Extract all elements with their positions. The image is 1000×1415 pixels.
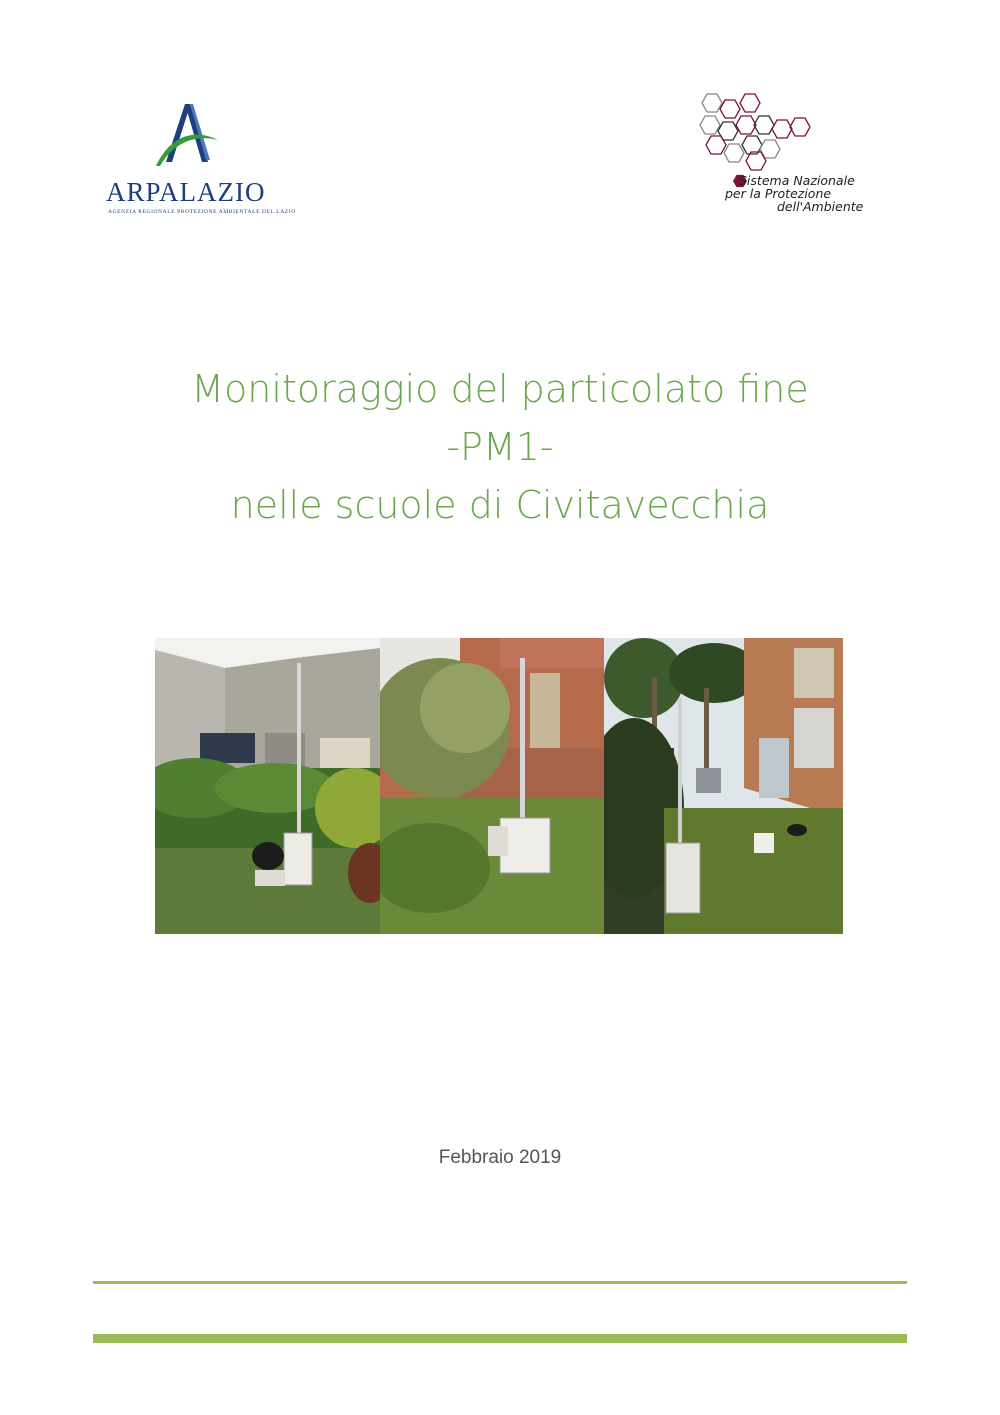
title-line3: nelle scuole di Civitavecchia: [230, 483, 770, 527]
cover-photos: [155, 638, 843, 934]
snpa-line1: Sistema Nazionale: [739, 173, 855, 188]
snpa-line3: dell'Ambiente: [777, 199, 864, 214]
photo-school-building-monitoring-station-icon: [155, 638, 380, 934]
document-title: [0, 360, 1000, 534]
photo-olive-tree: [380, 638, 604, 934]
publication-date: Febbraio 2019: [438, 1147, 562, 1168]
snpa-line2: per la Protezione: [725, 186, 832, 201]
snpa-name: [725, 174, 863, 213]
snpa-hexagon-icon: [695, 92, 825, 172]
title-line1: Monitoraggio del particolato fine: [191, 367, 809, 411]
snpa-logo: [695, 92, 905, 222]
footer-rule-thin: [93, 1281, 907, 1284]
title-line2: -PM1-: [446, 425, 554, 469]
photo-courtyard: [604, 638, 843, 934]
footer-rule-thick: [93, 1334, 907, 1343]
photo-courtyard-monitoring-station-icon: [604, 638, 843, 934]
photo-school-building: [155, 638, 380, 934]
arpa-lazio-icon: [152, 100, 222, 175]
arpa-lazio-name: ARPALAZIO: [106, 177, 266, 207]
arpa-lazio-tagline: AGENZIA REGIONALE PROTEZIONE AMBIENTALE DEL LAZIO: [108, 209, 296, 215]
arpa-lazio-logo: [100, 100, 296, 220]
photo-olive-tree-monitoring-station-icon: [380, 638, 604, 934]
